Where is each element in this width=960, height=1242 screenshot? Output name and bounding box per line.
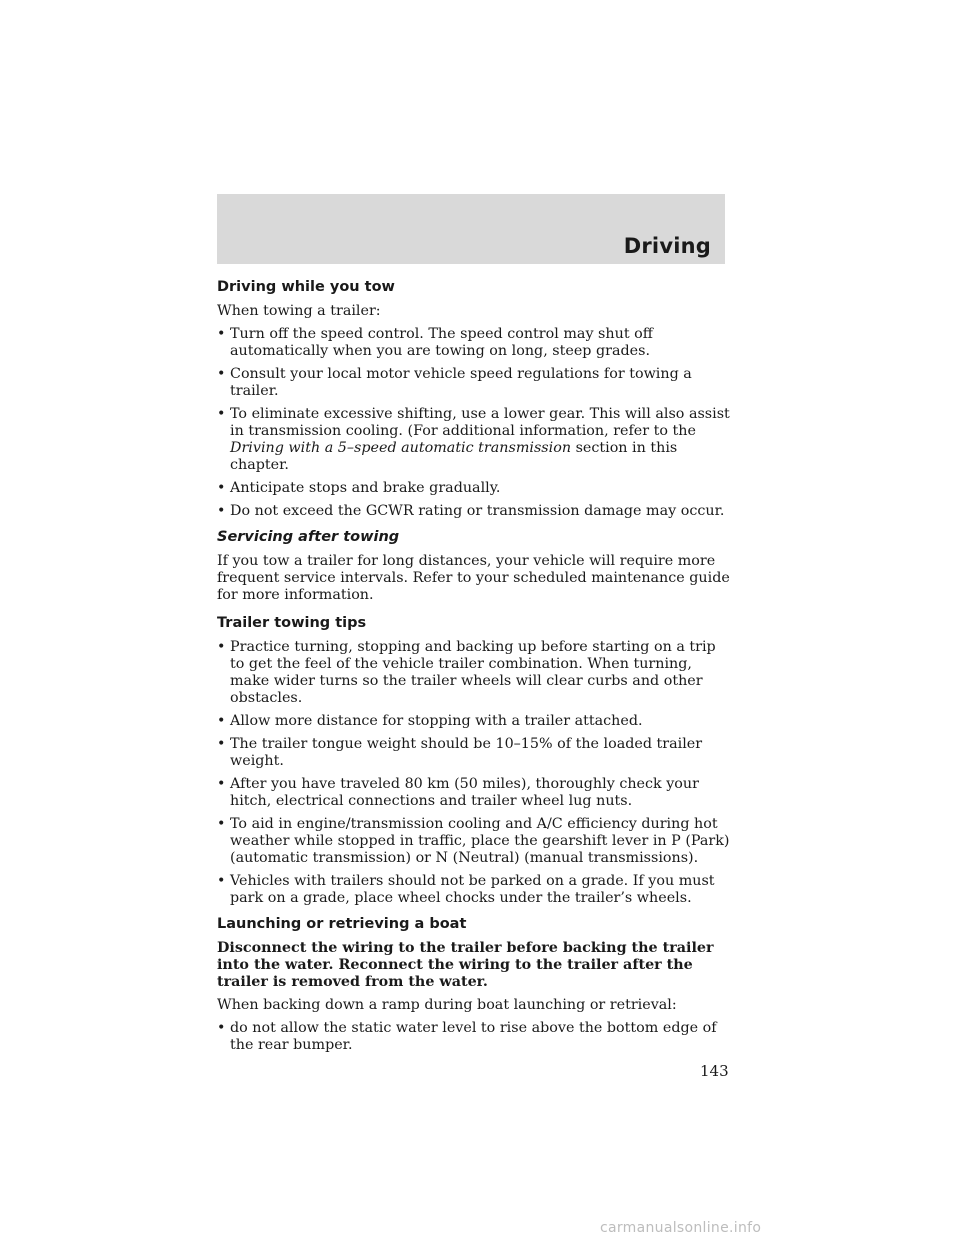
bullet-icon: • — [217, 639, 226, 655]
list-item: • To aid in engine/transmission cooling and A/C efficiency during hot weather while stopped in traffic, place the gearshift lever in P (Park) (automatic transmission) or N (Neutral) (manual transmissions). — [217, 816, 730, 866]
list-item: • After you have traveled 80 km (50 miles), thoroughly check your hitch, electrical connections and trailer wheel lug nuts. — [217, 776, 699, 809]
boat-bullet-list — [217, 1020, 732, 1054]
tow-intro: When towing a trailer: — [217, 303, 381, 319]
servicing-body: If you tow a trailer for long distances, your vehicle will require more frequent service intervals. Refer to your scheduled maintenance guide for more information. — [217, 553, 730, 603]
list-item: • Consult your local motor vehicle speed regulations for towing a trailer. — [217, 366, 692, 399]
bullet-icon: • — [217, 816, 226, 832]
heading-servicing-after-towing: Servicing after towing — [217, 529, 400, 545]
chapter-title: Driving — [623, 234, 711, 258]
list-item: • Anticipate stops and brake gradually. — [217, 480, 501, 496]
cross-reference: Driving with a 5–speed automatic transmission — [230, 440, 572, 456]
tow-bullet-list — [217, 326, 732, 520]
boat-warning: Disconnect the wiring to the trailer before backing the trailer into the water. Reconnect the wiring to the trailer after the trailer is removed from the water. — [217, 940, 714, 990]
list-item: • Vehicles with trailers should not be parked on a grade. If you must park on a grade, place wheel chocks under the trailer’s wheels. — [217, 873, 715, 906]
page-content — [217, 278, 732, 1062]
bullet-icon: • — [217, 736, 226, 752]
bullet-icon: • — [217, 776, 226, 792]
bullet-icon: • — [217, 713, 226, 729]
heading-trailer-towing-tips: Trailer towing tips — [217, 615, 367, 631]
chapter-header-band — [217, 194, 725, 264]
list-item: • The trailer tongue weight should be 10–15% of the loaded trailer weight. — [217, 736, 703, 769]
bullet-icon: • — [217, 503, 226, 519]
bullet-icon: • — [217, 326, 226, 342]
bullet-icon: • — [217, 480, 226, 496]
list-item: • To eliminate excessive shifting, use a lower gear. This will also assist in transmission cooling. (For additional information, refer to the Driving with a 5–speed automatic transmission section in this chapter. — [217, 406, 730, 473]
boat-intro: When backing down a ramp during boat launching or retrieval: — [217, 997, 677, 1013]
tips-bullet-list — [217, 639, 732, 907]
list-item: • Turn off the speed control. The speed control may shut off automatically when you are towing on long, steep grades. — [217, 326, 653, 359]
list-item: • do not allow the static water level to rise above the bottom edge of the rear bumper. — [217, 1020, 717, 1053]
page-number: 143 — [700, 1062, 729, 1080]
bullet-icon: • — [217, 366, 226, 382]
bullet-icon: • — [217, 406, 226, 422]
watermark: carmanualsonline.info — [600, 1220, 762, 1236]
heading-launching-boat: Launching or retrieving a boat — [217, 916, 467, 932]
heading-driving-while-you-tow: Driving while you tow — [217, 279, 395, 295]
list-item: • Do not exceed the GCWR rating or transmission damage may occur. — [217, 503, 725, 519]
list-item: • Allow more distance for stopping with a trailer attached. — [217, 713, 643, 729]
bullet-icon: • — [217, 873, 226, 889]
list-item: • Practice turning, stopping and backing up before starting on a trip to get the feel of the vehicle trailer combination. When turning, make wider turns so the trailer wheels will clear curbs and other obstacles. — [217, 639, 716, 706]
bullet-icon: • — [217, 1020, 226, 1036]
